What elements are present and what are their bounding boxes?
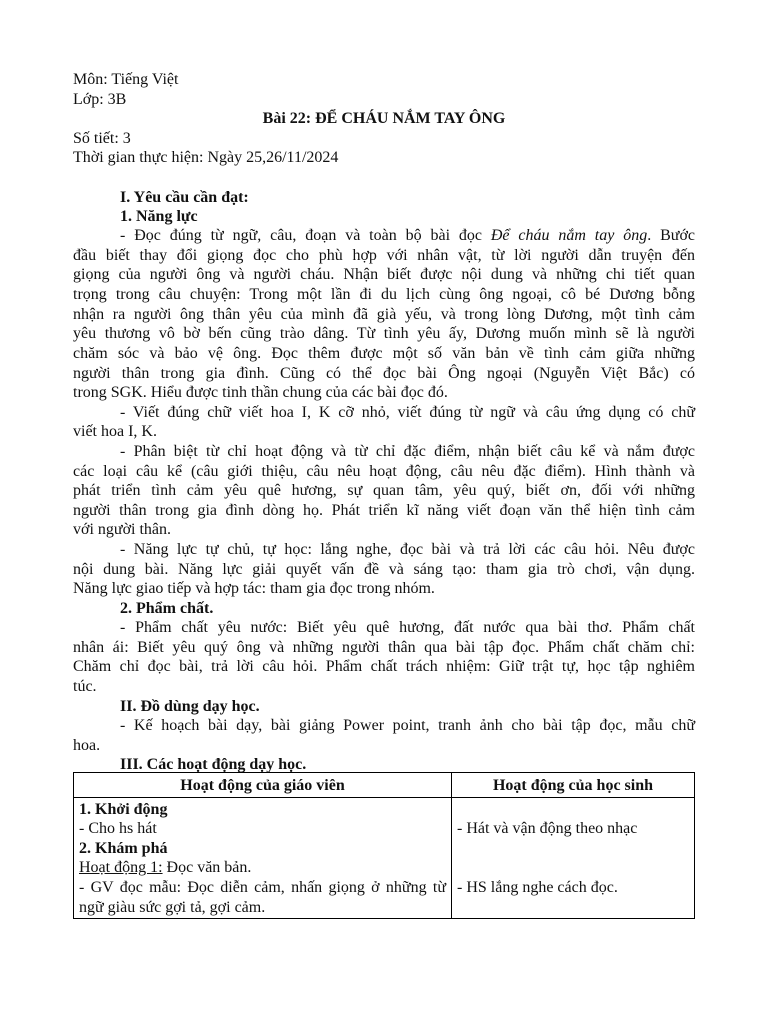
grade-line: Lớp: 3B [73,91,127,108]
paragraph-line: Chăm chỉ đọc bài, trả lời câu hỏi. Phẩm chất trách nhiệm: Giữ trật tự, học tập nghiêm [73,658,695,675]
section-3-heading: III. Các hoạt động dạy học. [120,756,307,773]
student-step: - HS lắng nghe cách đọc. [457,878,618,896]
paragraph-line: - Viết đúng chữ viết hoa I, K cỡ nhỏ, viết đúng từ ngữ và câu ứng dụng có chữ [120,404,695,421]
student-activities-cell [452,797,695,919]
student-step: - Hát và vận động theo nhạc [457,820,638,838]
subject-line: Môn: Tiếng Việt [73,71,179,88]
paragraph-line: - Năng lực tự chủ, tự học: lắng nghe, đọc bài và trả lời các câu hỏi. Nêu được [120,541,695,558]
section-2-heading: II. Đồ dùng dạy học. [120,698,260,715]
paragraph-line: với người thân. [73,521,172,538]
teacher-step: - Cho hs hát [79,820,157,838]
periods-line: Số tiết: 3 [73,130,131,147]
paragraph-line: - Phân biệt từ chỉ hoạt động và từ chỉ đặc điểm, nhận biết câu kể và nắm được [120,443,695,460]
paragraph-line: yêu thương vô bờ bến cũng trào dâng. Từ tình yêu ấy, Dương muốn mình sẽ là người [73,325,695,342]
paragraph-line: viết hoa I, K. [73,423,157,440]
paragraph-line: người thân trong gia đình dòng họ. Phát triển kĩ năng viết đoạn văn thể hiện tình cảm [73,502,695,519]
paragraph-line: hoa. [73,737,101,754]
paragraph-line: túc. [73,678,97,695]
paragraph-line: - Đọc đúng từ ngữ, câu, đoạn và toàn bộ bài đọc Để cháu nắm tay ông. Bước [120,227,696,244]
paragraph-line: giọng của người ông và người cháu. Nhận biết được nội dung và những chi tiết quan [73,266,695,283]
time-line: Thời gian thực hiện: Ngày 25,26/11/2024 [73,149,339,166]
warmup-heading: 1. Khởi động [79,800,168,818]
table-header-row [74,773,695,798]
paragraph-line: trong SGK. Hiểu được tinh thần chung của các bài đọc đó. [73,384,448,401]
paragraph-line: nội dung bài. Năng lực giải quyết vấn đề và sáng tạo: tham gia trò chơi, vận dụng. [73,561,695,578]
student-column-header: Hoạt động của học sinh [452,773,695,798]
explore-heading: 2. Khám phá [79,839,168,857]
teacher-step: - GV đọc mẫu: Đọc diễn cảm, nhấn giọng ở những từ ngữ giàu sức gợi tả, gợi cảm. [79,878,446,916]
paragraph-line: - Phẩm chất yêu nước: Biết yêu quê hương, đất nước qua bài thơ. Phẩm chất [120,619,695,636]
table-row [74,797,695,919]
lesson-title: Bài 22: ĐỂ CHÁU NẮM TAY ÔNG [262,110,506,127]
activity-1-line: Hoạt động 1: Đọc văn bản. [79,859,252,877]
paragraph-line: người thân trong gia đình. Cũng có thể đọc bài Ông ngoại (Nguyễn Việt Bắc) có [73,365,695,382]
paragraph-line: đầu biết thay đổi giọng đọc cho phù hợp với nhân vật, từ lời người dẫn truyện đến [73,247,695,264]
paragraph-line: nhận ra người ông thân yêu của mình đã già yếu, và trong lòng Dương, một tình cảm [73,306,695,323]
teacher-column-header: Hoạt động của giáo viên [74,773,452,798]
paragraph-line: phát triển tình cảm yêu quê hương, sự quan tâm, yêu quý, biết ơn, đối với những [73,482,695,499]
paragraph-line: các loại câu kể (câu giới thiệu, câu nêu hoạt động, câu nêu đặc điểm). Hình thành và [73,463,695,480]
paragraph-line: Năng lực giao tiếp và hợp tác: tham gia đọc trong nhóm. [73,580,435,597]
section-1-heading: I. Yêu cầu cần đạt: [120,189,249,206]
paragraph-line: trọng trong câu chuyện: Trong một lần đi du lịch cùng ông ngoại, cô bé Dương bỗng [73,286,695,303]
teacher-activities-cell [74,797,452,919]
paragraph-line: - Kế hoạch bài dạy, bài giảng Power point, tranh ảnh cho bài tập đọc, mẫu chữ [120,717,695,734]
section-1-2-heading: 2. Phẩm chất. [120,600,214,617]
activities-table [73,772,695,919]
paragraph-line: nhân ái: Biết yêu quý ông và những người thân qua bài tập đọc. Phẩm chất chăm chỉ: [73,639,695,656]
paragraph-line: chăm sóc và bảo vệ ông. Đọc thêm được một số văn bản về tình cảm giữa những [73,345,695,362]
section-1-1-heading: 1. Năng lực [120,208,198,225]
